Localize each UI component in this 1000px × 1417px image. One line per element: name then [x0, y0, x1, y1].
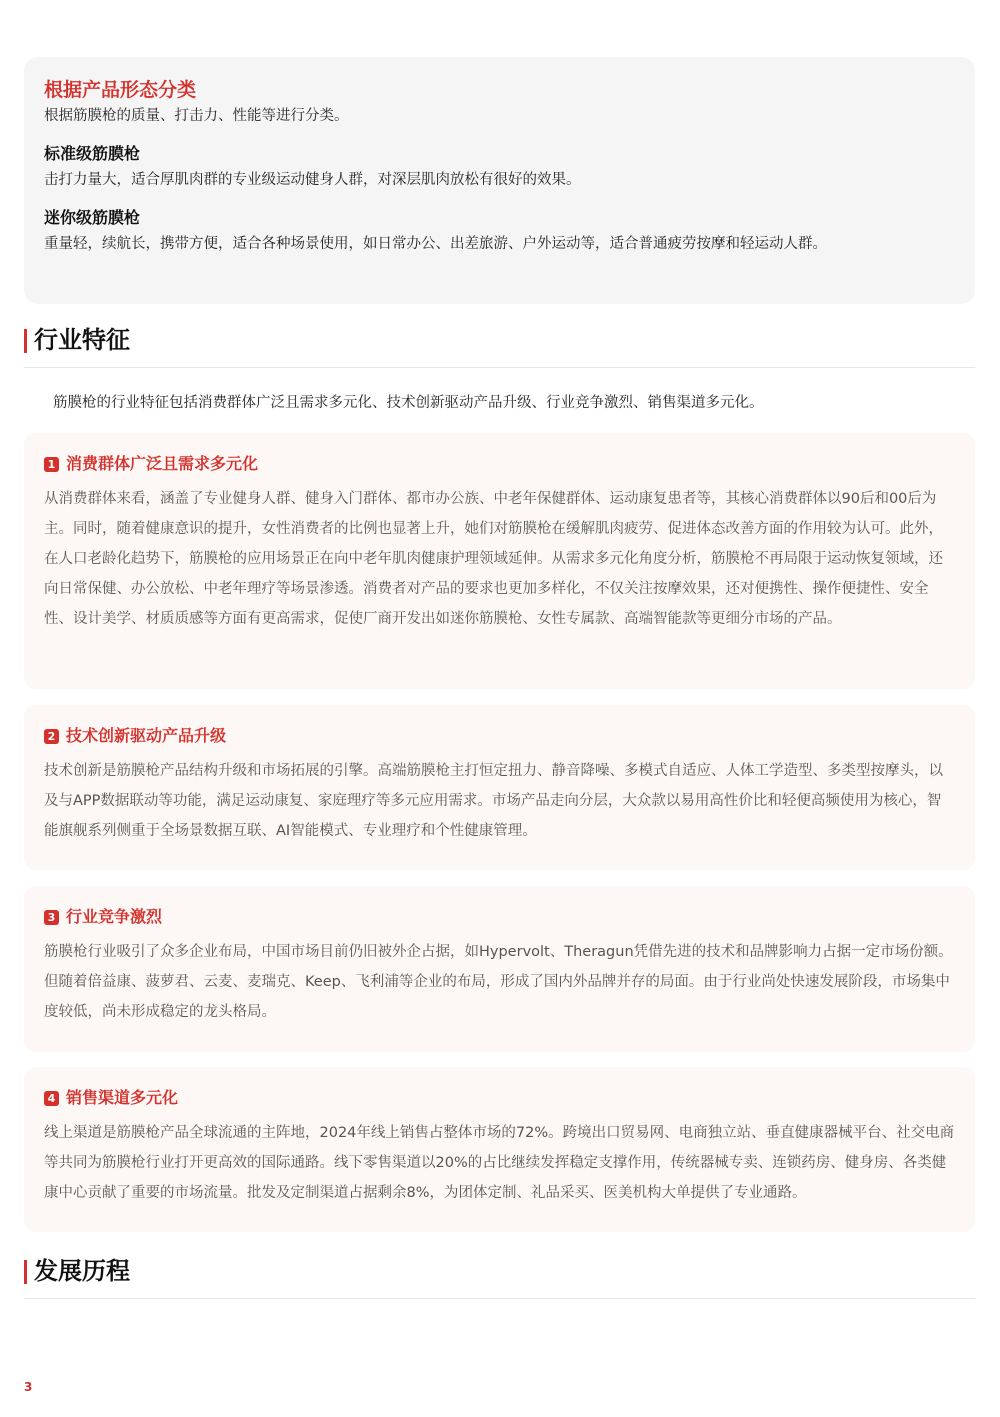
classification-title: 根据产品形态分类 [44, 79, 197, 101]
feature-card-title: 技术创新驱动产品升级 [66, 726, 227, 745]
section-heading-industry-features [24, 325, 975, 368]
product-type-description: 击打力量大，适合厚肌肉群的专业级运动健身人群，对深层肌肉放松有很好的效果。 [44, 172, 581, 188]
feature-card-body: 从消费群体来看，涵盖了专业健身人群、健身入门群体、都市办公族、中老年保健群体、运动康复患者等，其核心消费群体以90后和00后为主。同时，随着健康意识的提升，女性消费者的比例也显著上升，她们对筋膜枪在缓解肌肉疲劳、促进体态改善方面的作用较为认可。此外，在人口老龄化趋势下，筋膜枪的应用场景正在向中老年肌肉健康护理领域延伸。从需求多元化角度分析，筋膜枪不再局限于运动恢复领域，还向日常保健、办公放松、中老年理疗等场景渗透。消费者对产品的要求也更加多样化，不仅关注按摩效果，还对便携性、操作便捷性、安全性、设计美学、材质质感等方面有更高需求，促使厂商开发出如迷你筋膜枪、女性专属款、高端智能款等更细分市场的产品。 [44, 491, 943, 627]
number-badge: 1 [44, 457, 59, 472]
industry-features-intro: 筋膜枪的行业特征包括消费群体广泛且需求多元化、技术创新驱动产品升级、行业竞争激烈、销售渠道多元化。 [53, 395, 764, 411]
feature-card-body: 线上渠道是筋膜枪产品全球流通的主阵地，2024年线上销售占整体市场的72%。跨境出口贸易网、电商独立站、垂直健康器械平台、社交电商等共同为筋膜枪行业打开更高效的国际通路。线下零售渠道以20%的占比继续发挥稳定支撑作用，传统器械专卖、连锁药房、健身房、各类健康中心贡献了重要的市场流量。批发及定制渠道占据剩余8%，为团体定制、礼品采买、医美机构大单提供了专业通路。 [44, 1125, 955, 1201]
heading-accent-bar [24, 1260, 27, 1284]
feature-card-competition [24, 886, 975, 1052]
product-type-name: 标准级筋膜枪 [44, 144, 141, 163]
feature-card-header [44, 1087, 955, 1109]
page-number: 3 [24, 1380, 33, 1394]
feature-card-tech-innovation [24, 705, 975, 870]
feature-card-body: 筋膜枪行业吸引了众多企业布局，中国市场目前仍旧被外企占据，如Hypervolt、Theragun凭借先进的技术和品牌影响力占据一定市场份额。但随着倍益康、菠萝君、云麦、麦瑞克、Keep、飞利浦等企业的布局，形成了国内外品牌并存的局面。由于行业尚处快速发展阶段，市场集中度较低，尚未形成稳定的龙头格局。 [44, 944, 953, 1020]
feature-card-title: 行业竞争激烈 [66, 907, 163, 926]
number-badge: 2 [44, 729, 59, 744]
section-heading-text: 行业特征 [34, 326, 130, 354]
number-badge: 4 [44, 1091, 59, 1106]
feature-card-header [44, 906, 955, 928]
product-type-mini [44, 207, 955, 254]
product-form-classification-box [24, 57, 975, 304]
feature-card-title: 销售渠道多元化 [66, 1088, 179, 1107]
classification-description: 根据筋膜枪的质量、打击力、性能等进行分类。 [44, 108, 349, 124]
product-type-standard [44, 143, 955, 190]
section-heading-text: 发展历程 [34, 1257, 130, 1285]
section-heading-development-history [24, 1256, 975, 1299]
product-type-name: 迷你级筋膜枪 [44, 208, 141, 227]
feature-card-sales-channels [24, 1067, 975, 1232]
number-badge: 3 [44, 910, 59, 925]
feature-card-header [44, 725, 955, 747]
feature-card-header [44, 453, 955, 475]
feature-card-consumer-groups [24, 433, 975, 689]
feature-card-body: 技术创新是筋膜枪产品结构升级和市场拓展的引擎。高端筋膜枪主打恒定扭力、静音降噪、多模式自适应、人体工学造型、多类型按摩头，以及与APP数据联动等功能，满足运动康复、家庭理疗等多元应用需求。市场产品走向分层，大众款以易用高性价比和轻便高频使用为核心，智能旗舰系列侧重于全场景数据互联、AI智能模式、专业理疗和个性健康管理。 [44, 763, 943, 839]
product-type-description: 重量轻，续航长，携带方便，适合各种场景使用，如日常办公、出差旅游、户外运动等，适合普通疲劳按摩和轻运动人群。 [44, 236, 827, 252]
heading-accent-bar [24, 329, 27, 353]
feature-card-title: 消费群体广泛且需求多元化 [66, 454, 259, 473]
